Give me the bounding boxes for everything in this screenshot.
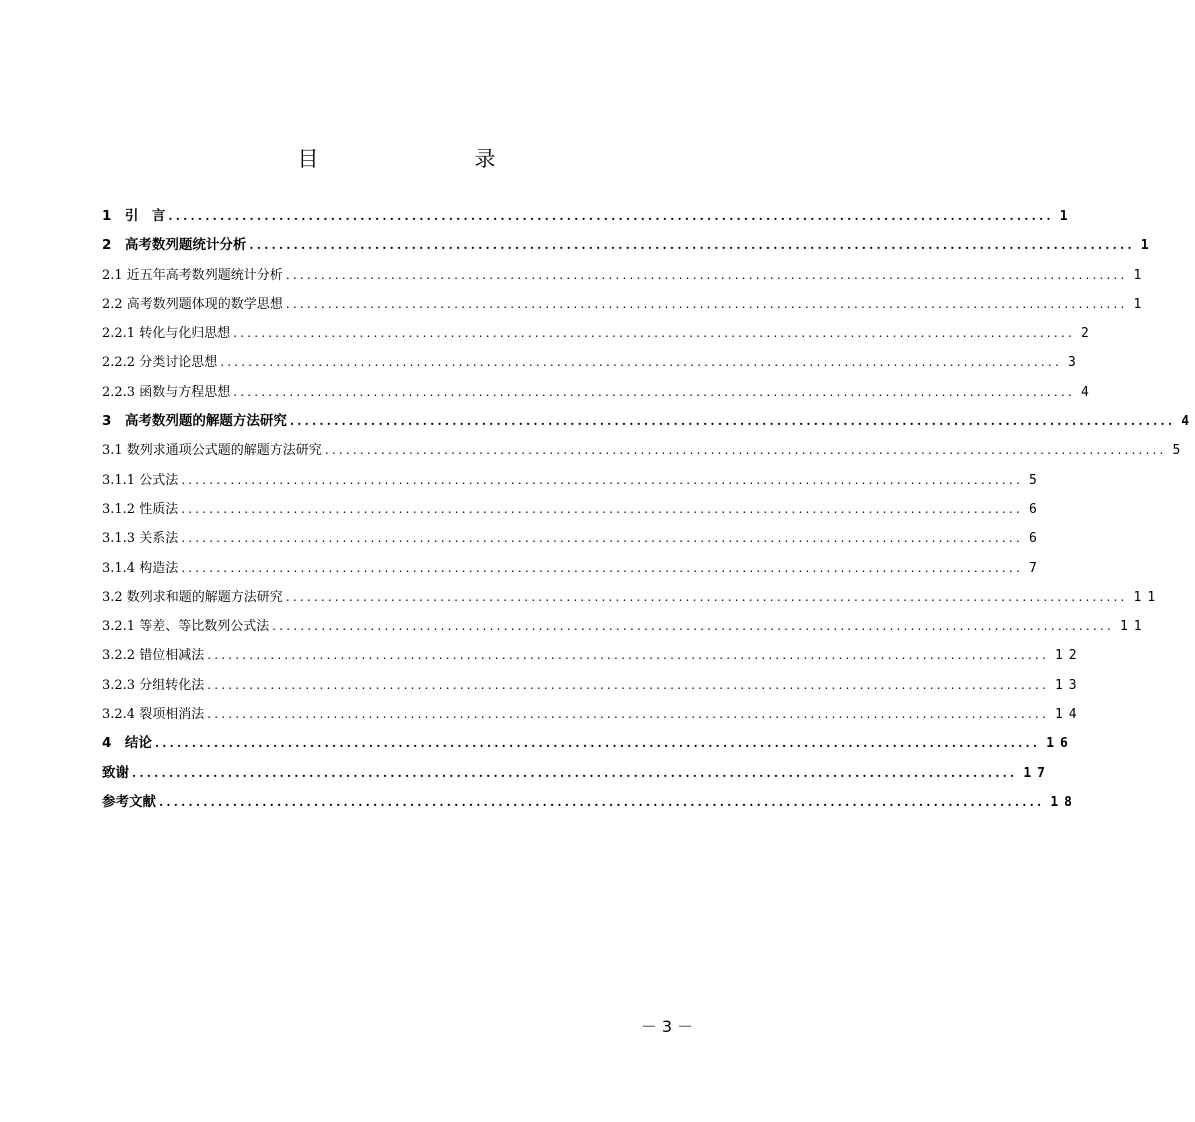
toc-entry-page: 12 bbox=[1054, 648, 1083, 664]
toc-entry-label: 3.2.3 分组转化法 bbox=[102, 677, 205, 693]
toc-dot-leader: ........................................................................................................................ bbox=[207, 648, 1049, 663]
toc-dot-leader: ........................................................................................................................ bbox=[289, 414, 1176, 429]
toc-entry[interactable] bbox=[102, 554, 1043, 583]
toc-dot-leader: ........................................................................................................................ bbox=[285, 589, 1128, 604]
toc-entry-page: 11 bbox=[1119, 619, 1148, 635]
toc-entry-label: 3.1.3 关系法 bbox=[102, 531, 179, 547]
toc-title: 目 录 bbox=[297, 147, 534, 171]
toc-entry-page: 5 bbox=[1028, 472, 1043, 488]
toc-entry[interactable] bbox=[102, 466, 1043, 495]
toc-dot-leader: ........................................................................................................................ bbox=[285, 267, 1128, 282]
toc-entry-label: 2.1 近五年高考数列题统计分析 bbox=[102, 267, 283, 283]
toc-entry-label: 2.2.1 转化与化归思想 bbox=[102, 326, 231, 342]
toc-dot-leader: ........................................................................................................................ bbox=[285, 296, 1128, 311]
toc-entry-label: 2.2 高考数列题体现的数学思想 bbox=[102, 296, 283, 312]
toc-entry-label: 参考文献 bbox=[102, 793, 156, 810]
toc-dot-leader: ........................................................................................................................ bbox=[207, 677, 1049, 692]
toc-entry-page: 3 bbox=[1067, 355, 1082, 371]
toc-dot-leader: ........................................................................................................................ bbox=[181, 560, 1023, 575]
toc-entry[interactable] bbox=[102, 700, 1083, 729]
toc-entry[interactable] bbox=[102, 202, 1074, 231]
toc-entry-label: 3.1.2 性质法 bbox=[102, 501, 179, 517]
toc-entry[interactable] bbox=[102, 788, 1078, 817]
toc-entry[interactable] bbox=[102, 407, 1195, 436]
toc-entry-page: 1 bbox=[1133, 267, 1148, 283]
toc-entry[interactable] bbox=[102, 641, 1083, 670]
toc-entry-label: 4 结论 bbox=[102, 735, 152, 752]
toc-entry-label: 3.1.1 公式法 bbox=[102, 472, 179, 488]
toc-entry-label: 3 高考数列题的解题方法研究 bbox=[102, 413, 287, 430]
toc-entry[interactable] bbox=[102, 524, 1043, 553]
toc-list bbox=[102, 202, 1195, 817]
toc-entry-page: 1 bbox=[1059, 209, 1074, 224]
toc-entry-label: 3.1.4 构造法 bbox=[102, 560, 179, 576]
toc-entry-page: 18 bbox=[1050, 794, 1078, 810]
toc-dot-leader: ........................................................................................................................ bbox=[181, 531, 1023, 546]
toc-dot-leader: ........................................................................................................................ bbox=[220, 355, 1062, 370]
toc-entry-page: 13 bbox=[1054, 677, 1083, 693]
toc-entry-page: 5 bbox=[1172, 443, 1187, 459]
toc-entry-label: 2.2.2 分类讨论思想 bbox=[102, 355, 218, 371]
toc-entry[interactable] bbox=[102, 378, 1095, 407]
toc-entry-label: 3.1 数列求通项公式题的解题方法研究 bbox=[102, 443, 322, 459]
toc-dot-leader: ........................................................................................................................ bbox=[154, 736, 1041, 751]
toc-entry-page: 4 bbox=[1181, 414, 1195, 430]
toc-entry-page: 1 bbox=[1133, 296, 1148, 312]
toc-entry[interactable] bbox=[102, 495, 1043, 524]
toc-entry-page: 6 bbox=[1028, 531, 1043, 547]
toc-entry[interactable] bbox=[102, 261, 1148, 290]
toc-entry[interactable] bbox=[102, 348, 1082, 377]
toc-dot-leader: ........................................................................................................................ bbox=[207, 707, 1049, 722]
toc-entry[interactable] bbox=[102, 319, 1095, 348]
toc-entry-page: 2 bbox=[1080, 326, 1095, 342]
toc-entry-page: 4 bbox=[1080, 384, 1095, 400]
toc-entry[interactable] bbox=[102, 671, 1083, 700]
toc-entry[interactable] bbox=[102, 759, 1051, 788]
toc-entry-page: 16 bbox=[1046, 736, 1074, 752]
toc-entry-label: 2 高考数列题统计分析 bbox=[102, 237, 247, 254]
toc-dot-leader: ........................................................................................................................ bbox=[324, 443, 1167, 458]
toc-entry[interactable] bbox=[102, 612, 1148, 641]
toc-entry-label: 3.2.1 等差、等比数列公式法 bbox=[102, 619, 270, 635]
toc-entry[interactable] bbox=[102, 231, 1155, 260]
toc-dot-leader: ........................................................................................................................ bbox=[272, 619, 1114, 634]
toc-entry-page: 6 bbox=[1028, 501, 1043, 517]
toc-entry[interactable] bbox=[102, 436, 1187, 465]
toc-dot-leader: ........................................................................................................................ bbox=[233, 384, 1075, 399]
toc-entry-label: 3.2 数列求和题的解题方法研究 bbox=[102, 589, 283, 605]
toc-entry[interactable] bbox=[102, 729, 1074, 758]
toc-dot-leader: ........................................................................................................................ bbox=[159, 794, 1045, 809]
toc-dot-leader: ........................................................................................................................ bbox=[249, 238, 1135, 253]
page-number: － 3 － bbox=[640, 1017, 694, 1036]
toc-entry-label: 3.2.2 错位相减法 bbox=[102, 648, 205, 664]
toc-entry-page: 1 bbox=[1140, 238, 1155, 254]
toc-dot-leader: ........................................................................................................................ bbox=[132, 765, 1018, 780]
toc-entry-label: 3.2.4 裂项相消法 bbox=[102, 707, 205, 723]
toc-dot-leader: ........................................................................................................................ bbox=[181, 472, 1023, 487]
toc-entry[interactable] bbox=[102, 583, 1162, 612]
toc-entry-label: 致谢 bbox=[102, 764, 129, 781]
toc-dot-leader: ........................................................................................................................ bbox=[233, 326, 1075, 341]
toc-entry-page: 11 bbox=[1133, 589, 1162, 605]
toc-entry-page: 17 bbox=[1023, 765, 1051, 781]
toc-dot-leader: ........................................................................................................................ bbox=[168, 209, 1054, 223]
toc-dot-leader: ........................................................................................................................ bbox=[181, 501, 1023, 516]
toc-entry-label: 2.2.3 函数与方程思想 bbox=[102, 384, 231, 400]
toc-entry[interactable] bbox=[102, 290, 1148, 319]
toc-entry-page: 14 bbox=[1054, 707, 1083, 723]
toc-entry-label: 1 引 言 bbox=[102, 208, 166, 224]
toc-entry-page: 7 bbox=[1028, 560, 1043, 576]
